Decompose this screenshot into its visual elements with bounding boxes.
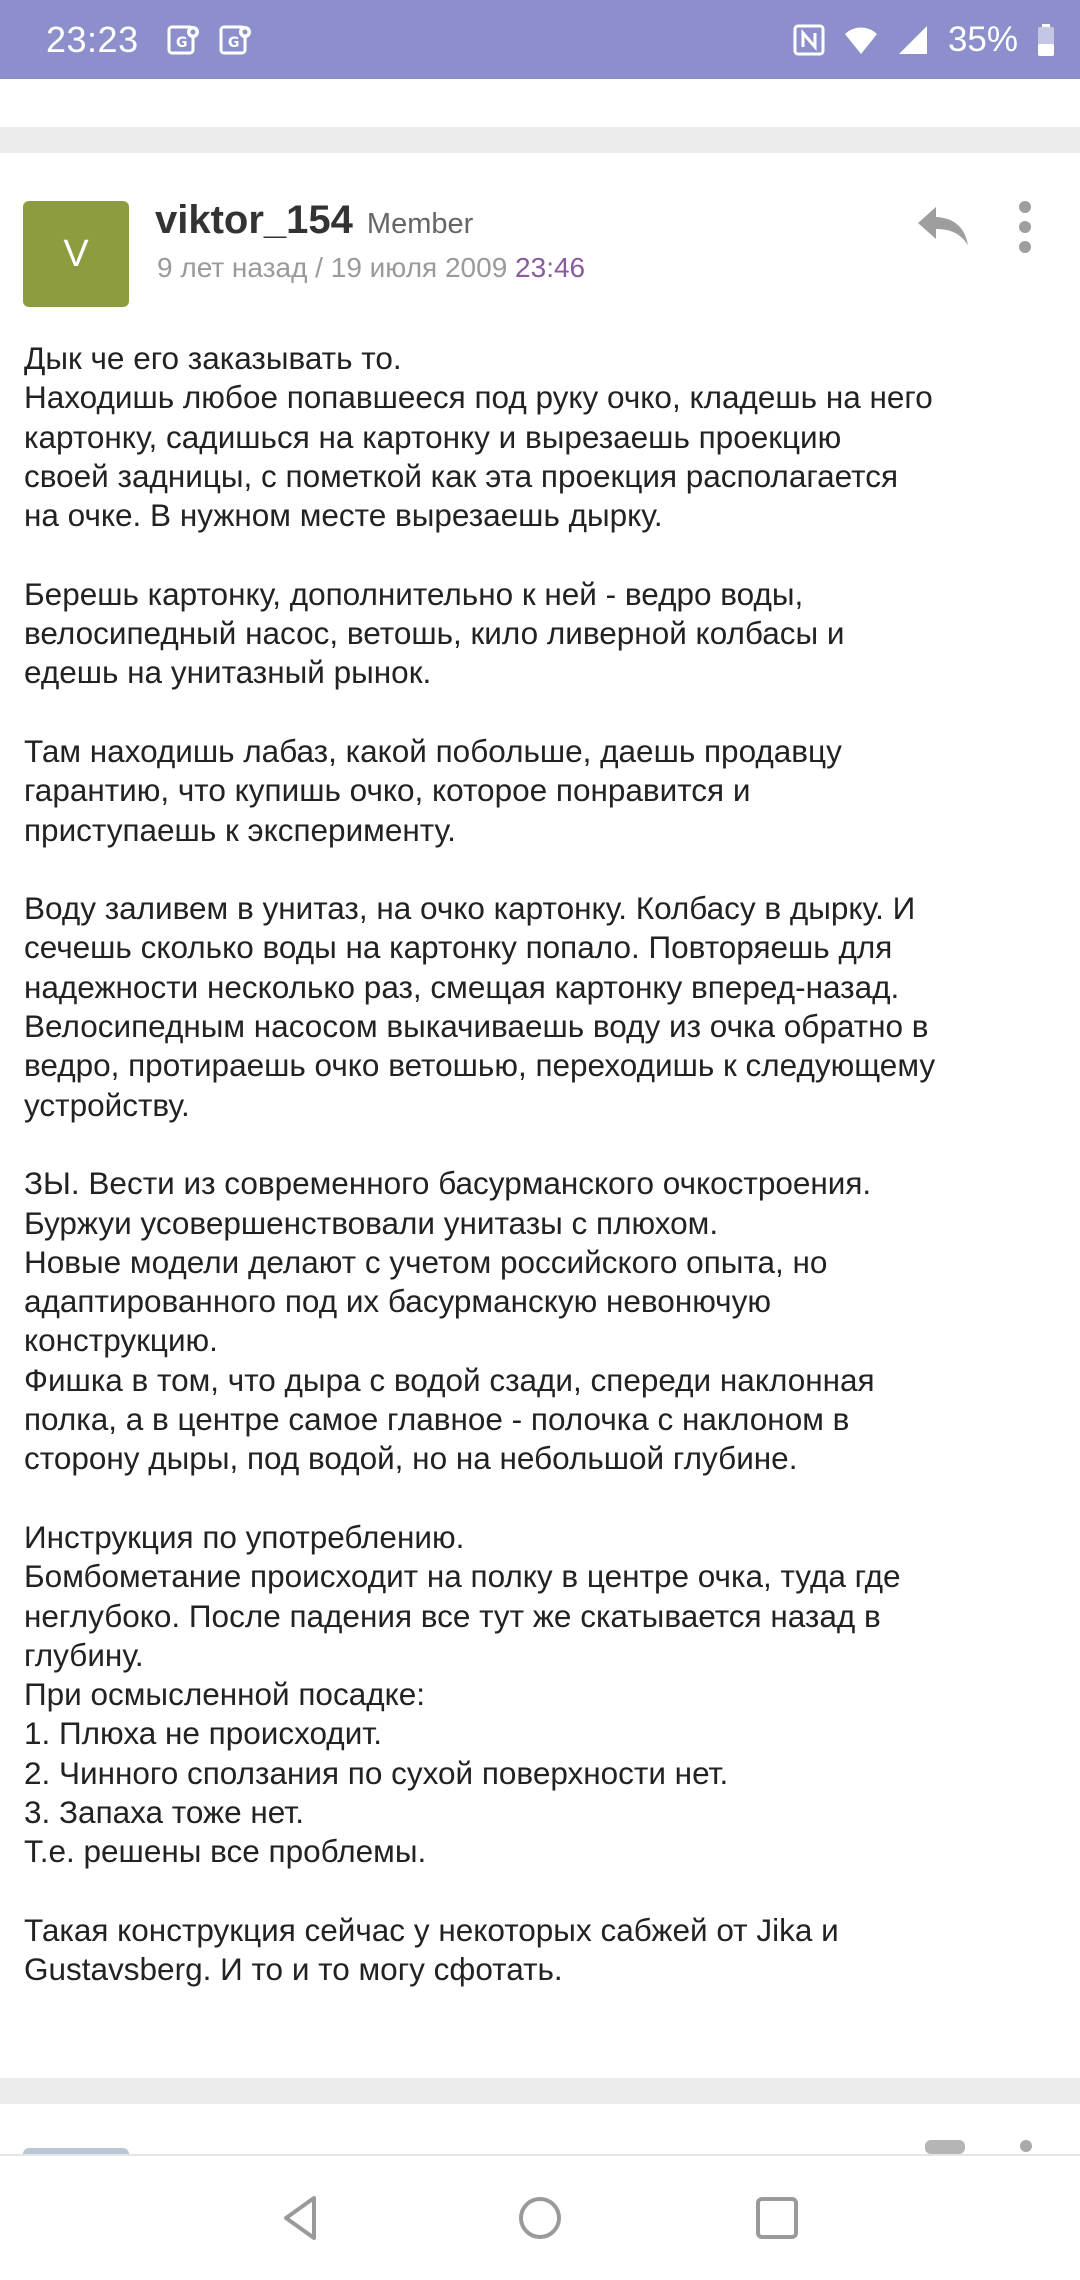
author-line: [155, 198, 473, 243]
text-line: Фишка в том, что дыра с водой сзади, спереди наклонная: [24, 1361, 875, 1398]
text-line: полка, а в центре самое главное - полочка с наклоном в: [24, 1401, 850, 1438]
wifi-icon: [844, 23, 878, 57]
post-paragraph: [24, 575, 1064, 693]
text-line: Воду заливем в унитаз, на очко картонку. Колбасу в дырку. И: [24, 890, 916, 927]
text-line: сечешь сколько воды на картонку попало. Повторяешь для: [24, 929, 893, 966]
svg-text:G: G: [175, 34, 188, 51]
post-paragraph: [24, 889, 1064, 1125]
signal-icon: [896, 23, 930, 57]
reply-icon[interactable]: [910, 195, 974, 259]
text-line: ЗЫ. Вести из современного басурманского очкостроения.: [24, 1165, 872, 1202]
text-line: Буржуи усовершенствовали унитазы с плюхом.: [24, 1204, 719, 1241]
text-line: конструкцию.: [24, 1322, 218, 1359]
post-paragraph: [24, 1518, 1064, 1872]
text-line: глубину.: [24, 1636, 144, 1673]
recents-icon[interactable]: [749, 2190, 805, 2246]
text-line: 1. Плюха не происходит.: [24, 1715, 382, 1752]
text-line: Велосипедным насосом выкачиваешь воду из очка обратно в: [24, 1008, 929, 1045]
text-line: Новые модели делают с учетом российского опыта, но: [24, 1243, 828, 1280]
text-line: своей задницы, с пометкой как эта проекция располагается: [24, 457, 899, 494]
text-line: 3. Запаха тоже нет.: [24, 1793, 304, 1830]
text-line: адаптированного под их басурманскую невонючую: [24, 1283, 771, 1320]
post-divider: [0, 2078, 1080, 2104]
top-spacer: [0, 79, 1080, 127]
text-line: ведро, протираешь очко ветошью, переходишь к следующему: [24, 1047, 936, 1084]
text-line: велосипедный насос, ветошь, кило ливерной колбасы и: [24, 615, 845, 652]
status-bar: [0, 0, 1080, 79]
nfc-icon: [792, 23, 826, 57]
text-line: 2. Чинного сползания по сухой поверхности нет.: [24, 1754, 729, 1791]
next-post-preview[interactable]: [0, 2104, 1080, 2154]
post-paragraph: [24, 1164, 1064, 1478]
text-line: картонку, садишься на картонку и вырезаешь проекцию: [24, 418, 842, 455]
reply-icon: [925, 2140, 965, 2154]
text-line: Gustavsberg. И то и то могу сфотать.: [24, 1951, 563, 1988]
back-icon[interactable]: [274, 2190, 330, 2246]
text-line: неглубоко. После падения все тут же скатывается назад в: [24, 1597, 881, 1634]
text-line: Бомбометание происходит на полку в центре очка, туда где: [24, 1558, 901, 1595]
text-line: Такая конструкция сейчас у некоторых сабжей от Jika и: [24, 1911, 839, 1948]
post-date-relative: 9 лет назад / 19 июля 2009: [157, 252, 508, 283]
author-role: Member: [366, 208, 474, 240]
status-time: 23:23: [46, 18, 139, 60]
text-line: Берешь картонку, дополнительно к ней - ведро воды,: [24, 575, 804, 612]
notification-icons: [167, 23, 253, 57]
text-line: Т.е. решены все проблемы.: [24, 1833, 427, 1870]
more-options-icon[interactable]: [1005, 195, 1045, 259]
home-icon[interactable]: [512, 2190, 568, 2246]
maps-notification-icon: [219, 23, 253, 57]
post-paragraph: [24, 1911, 1064, 1990]
text-line: Дык че его заказывать то.: [24, 340, 402, 376]
text-line: Инструкция по употреблению.: [24, 1518, 465, 1555]
author-name[interactable]: viktor_154: [155, 198, 353, 242]
avatar[interactable]: [23, 201, 129, 307]
post-divider: [0, 127, 1080, 153]
avatar-letter: V: [63, 232, 89, 275]
post-date: [157, 252, 585, 284]
text-line: на очке. В нужном месте вырезаешь дырку.: [24, 497, 663, 534]
text-line: При осмысленной посадке:: [24, 1676, 426, 1713]
text-line: сторону дыры, под водой, но на небольшой глубине.: [24, 1440, 798, 1477]
post-time[interactable]: 23:46: [515, 252, 586, 283]
status-right: [792, 20, 1056, 60]
maps-notification-icon: [167, 23, 201, 57]
text-line: Находишь любое попавшееся под руку очко, кладешь на него: [24, 379, 933, 416]
post-body: [24, 339, 1064, 2029]
post-paragraph: [24, 339, 1064, 535]
text-line: едешь на унитазный рынок.: [24, 654, 432, 691]
text-line: гарантию, что купишь очко, которое понравится и: [24, 772, 751, 809]
post-paragraph: [24, 732, 1064, 850]
forum-post: [0, 153, 1080, 2078]
text-line: устройству.: [24, 1086, 190, 1123]
svg-text:G: G: [227, 34, 240, 51]
battery-icon: [1036, 23, 1056, 57]
navigation-bar: [0, 2154, 1080, 2280]
text-line: Там находишь лабаз, какой побольше, даешь продавцу: [24, 732, 842, 769]
text-line: надежности несколько раз, смещая картонку вперед-назад.: [24, 968, 900, 1005]
battery-percent: 35%: [947, 19, 1018, 59]
more-options-icon: [1020, 2140, 1032, 2152]
text-line: приступаешь к эксперименту.: [24, 811, 456, 848]
